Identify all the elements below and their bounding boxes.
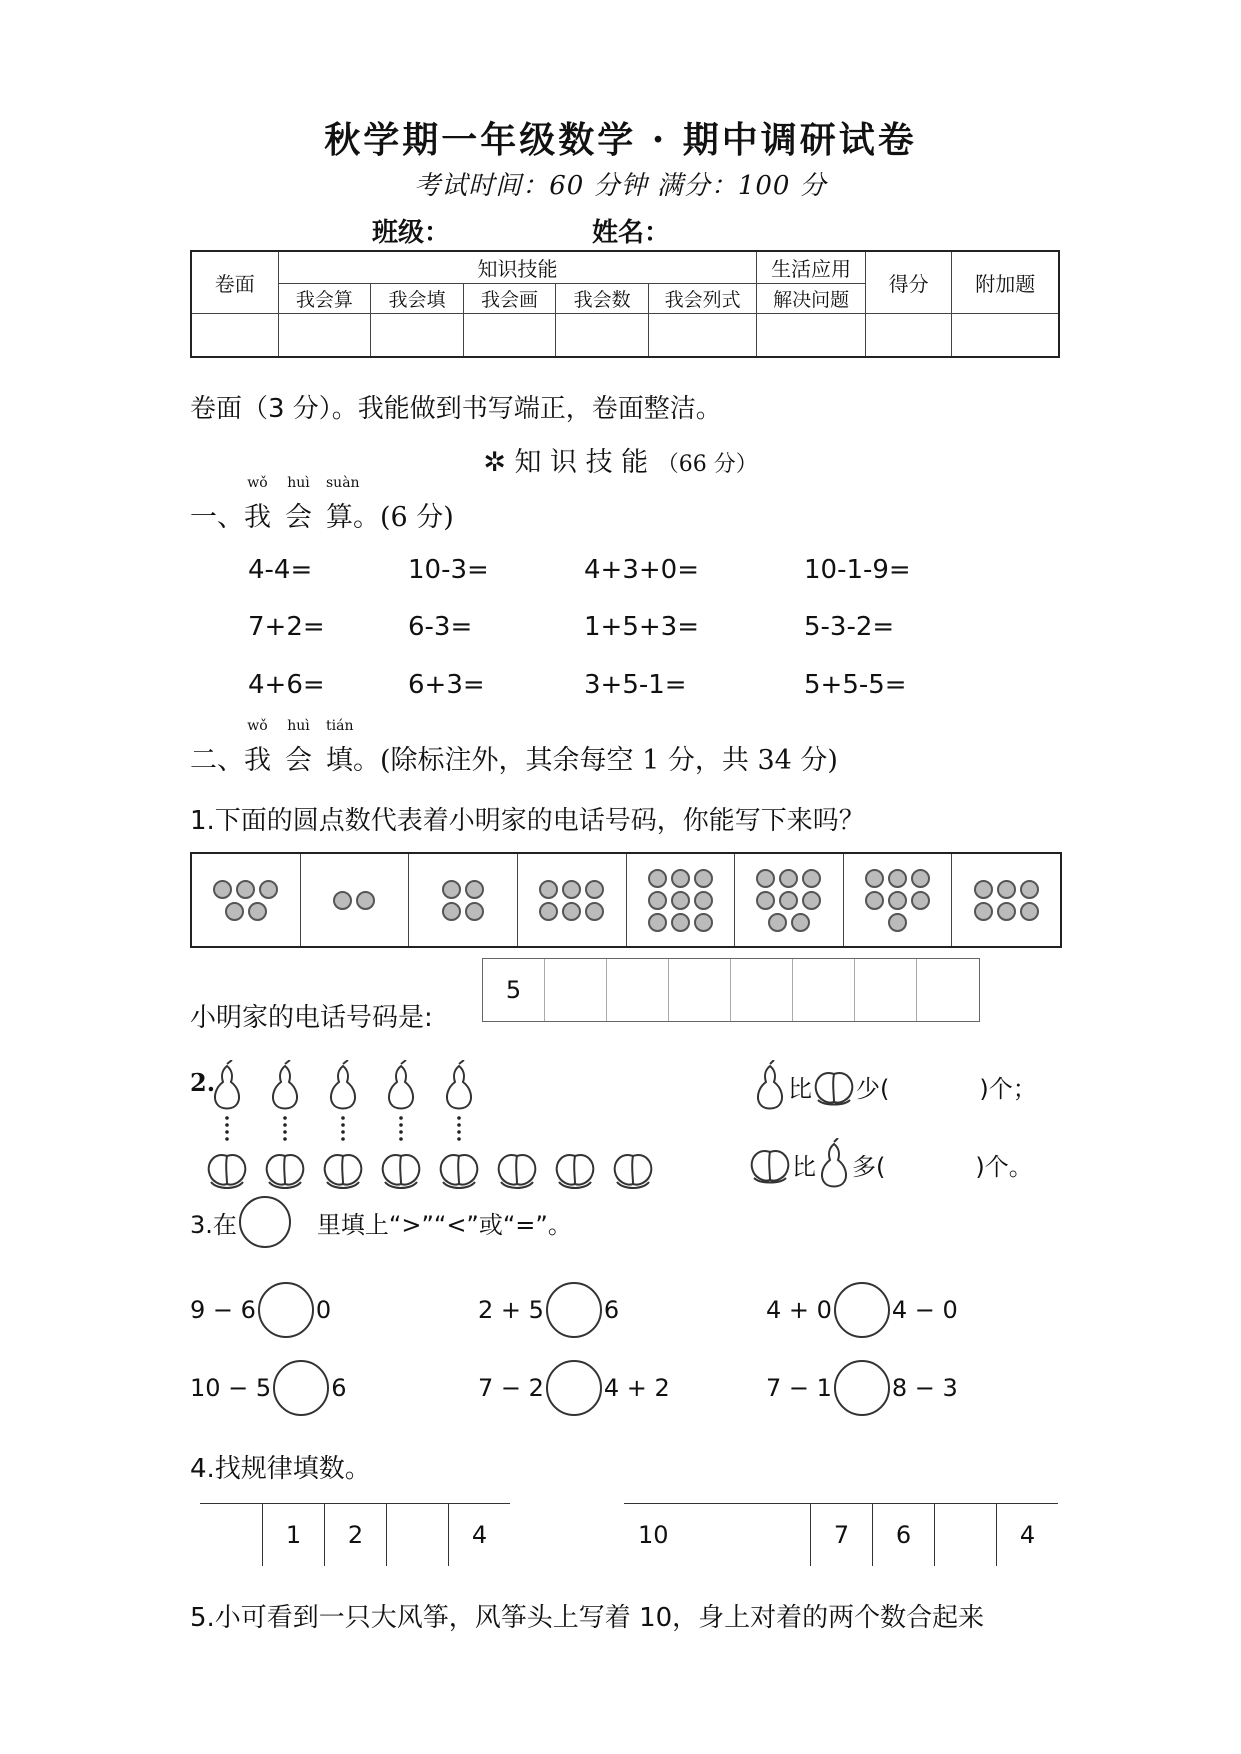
compare-right: 6 <box>331 1374 347 1402</box>
sequence-1 <box>200 1503 510 1566</box>
sequence-cell: 4 <box>996 1504 1058 1566</box>
score-cell[interactable] <box>191 313 278 357</box>
dot <box>236 880 255 899</box>
calc-item[interactable]: 1+5+3= <box>584 612 699 642</box>
compare-item <box>478 1282 619 1338</box>
connector-dot <box>457 1116 461 1120</box>
dot <box>562 880 581 899</box>
compare-left: 7 − 2 <box>478 1374 544 1402</box>
dot <box>648 891 667 910</box>
part2-suffix: 。(除标注外，其余每空 1 分，共 34 分) <box>353 745 838 776</box>
calc-item[interactable]: 6+3= <box>408 670 485 700</box>
dot <box>259 880 278 899</box>
pear-icon <box>816 1138 852 1190</box>
dot <box>648 913 667 932</box>
dot <box>248 902 267 921</box>
score-cell[interactable] <box>648 313 756 357</box>
compare-left: 9 − 6 <box>190 1296 256 1324</box>
connector-dot <box>225 1130 229 1134</box>
q3-text-after: 里填上“>”“<”或“=”。 <box>316 1210 572 1239</box>
q1-text: 1.下面的圆点数代表着小明家的电话号码，你能写下来吗？ <box>190 806 865 836</box>
compare-right: 0 <box>315 1296 332 1324</box>
connector-dot <box>283 1116 287 1120</box>
q2-number: 2. <box>190 1068 216 1097</box>
pinyin-word: suàn 算 <box>326 475 360 533</box>
connector-dot <box>457 1130 461 1134</box>
compare-item <box>766 1360 958 1416</box>
flower-icon: ✲ <box>483 447 506 478</box>
close-text: )个。 <box>975 1152 1033 1181</box>
compare-right: 6 <box>603 1296 620 1324</box>
connector-dot <box>283 1130 287 1134</box>
peach-icon <box>557 1155 594 1188</box>
dot <box>442 902 461 921</box>
calc-item[interactable]: 3+5-1= <box>584 670 687 700</box>
compare-right: 8 − 3 <box>891 1374 958 1402</box>
score-cell[interactable] <box>556 313 649 357</box>
sub-header-lieshi: 我会列式 <box>648 283 756 313</box>
compare-word: 比 <box>788 1074 812 1103</box>
dot <box>865 891 884 910</box>
connector-dot <box>399 1130 403 1134</box>
dot <box>694 869 713 888</box>
dot <box>997 880 1016 899</box>
connector-dot <box>399 1137 403 1141</box>
calc-item[interactable]: 4-4= <box>248 555 313 585</box>
compare-left: 7 − 1 <box>766 1374 832 1402</box>
pear-icon <box>752 1060 788 1112</box>
dot <box>779 869 798 888</box>
q5-text: 5.小可看到一只大风筝，风筝头上写着 10，身上对着的两个数合起来 <box>190 1603 985 1633</box>
fruit-pairs <box>205 1060 705 1200</box>
dot <box>465 880 484 899</box>
part1-suffix: 。(6 分) <box>353 502 454 533</box>
sequence-cell: 7 <box>810 1504 872 1566</box>
compare-item <box>190 1282 331 1338</box>
dot <box>465 902 484 921</box>
page-title: 秋学期一年级数学 · 期中调研试卷 <box>324 119 917 161</box>
dot <box>802 891 821 910</box>
section-header <box>0 440 1241 479</box>
phone-digit-box[interactable]: 5 <box>483 959 545 1021</box>
part2-prefix: 二、 <box>190 745 244 776</box>
juanmian-note: 卷面（3 分）。我能做到书写端正，卷面整洁。 <box>190 394 722 424</box>
compare-circle[interactable] <box>834 1282 890 1338</box>
compare-circle[interactable] <box>834 1360 890 1416</box>
dot-cell <box>952 854 1060 946</box>
dot <box>865 869 884 888</box>
score-cell[interactable] <box>757 313 865 357</box>
dot <box>225 902 244 921</box>
dot <box>671 913 690 932</box>
compare-item <box>766 1282 958 1338</box>
q2-line2 <box>748 1138 1033 1190</box>
sequence-cell: 2 <box>324 1504 386 1566</box>
compare-item <box>190 1360 346 1416</box>
q3-text <box>190 1196 572 1248</box>
dot <box>1020 902 1039 921</box>
sub-header-suan: 我会算 <box>278 283 371 313</box>
connector-dot <box>283 1137 287 1141</box>
dot-cell <box>301 854 410 946</box>
connector-dot <box>457 1137 461 1141</box>
calc-item[interactable]: 4+6= <box>248 670 325 700</box>
pinyin-word: wǒ 我 <box>244 718 271 776</box>
dot <box>585 902 604 921</box>
calc-item[interactable]: 7+2= <box>248 612 325 642</box>
peach-icon <box>383 1155 420 1188</box>
name-label: 姓名： <box>592 218 671 248</box>
dot <box>756 891 775 910</box>
part1-prefix: 一、 <box>190 502 244 533</box>
phone-digit-box[interactable] <box>855 959 917 1021</box>
compare-left: 2 + 5 <box>478 1296 544 1324</box>
sequence-cell: 10 <box>638 1521 669 1549</box>
connector-dot <box>225 1116 229 1120</box>
part2-title <box>190 718 838 777</box>
sub-header-tian: 我会填 <box>371 283 464 313</box>
calc-item[interactable]: 10-3= <box>408 555 489 585</box>
close-text: )个； <box>979 1074 1037 1103</box>
connector-dot <box>341 1123 345 1127</box>
connector-dot <box>457 1123 461 1127</box>
class-label: 班级： <box>372 218 451 248</box>
q2-line1 <box>752 1060 1037 1112</box>
dot <box>802 869 821 888</box>
pear-icon <box>331 1060 355 1109</box>
pinyin-word: huì 会 <box>285 718 312 776</box>
connector-dot <box>225 1123 229 1127</box>
dot <box>539 902 558 921</box>
sub-header-jiejue: 解决问题 <box>757 283 865 313</box>
dot-cell <box>192 854 301 946</box>
dot <box>671 869 690 888</box>
section-points: （66 分） <box>656 452 758 477</box>
connector-dot <box>225 1137 229 1141</box>
dot <box>1020 880 1039 899</box>
peach-icon <box>267 1155 304 1188</box>
more-text: 多( <box>852 1152 886 1181</box>
defen-header: 得分 <box>865 251 952 313</box>
score-cell[interactable] <box>371 313 464 357</box>
compare-word: 比 <box>792 1152 816 1181</box>
sequence-cell[interactable] <box>200 1504 262 1566</box>
compare-circle[interactable] <box>273 1360 329 1416</box>
pinyin-word: wǒ 我 <box>244 475 271 533</box>
compare-left: 10 − 5 <box>190 1374 272 1402</box>
less-text: 少( <box>856 1074 890 1103</box>
compare-right: 4 − 0 <box>891 1296 958 1324</box>
dot <box>356 891 375 910</box>
score-cell[interactable] <box>463 313 556 357</box>
shenghuo-header: 生活应用 <box>757 251 865 283</box>
sequence-cell: 6 <box>872 1504 934 1566</box>
compare-item <box>478 1360 670 1416</box>
sequence-2 <box>624 1503 1058 1566</box>
phone-digit-box[interactable] <box>917 959 979 1021</box>
dot-cell <box>518 854 627 946</box>
dot <box>791 913 810 932</box>
phone-answer-boxes <box>482 958 980 1022</box>
compare-circle[interactable] <box>258 1282 314 1338</box>
dot-cell <box>627 854 736 946</box>
pear-icon <box>215 1060 239 1109</box>
dot <box>756 869 775 888</box>
calc-item[interactable]: 5+5-5= <box>804 670 907 700</box>
peach-icon <box>499 1155 536 1188</box>
dot <box>671 891 690 910</box>
connector-dot <box>341 1116 345 1120</box>
peach-icon <box>748 1144 792 1184</box>
calc-item[interactable]: 5-3-2= <box>804 612 895 642</box>
q3-text-before: 3.在 <box>190 1210 237 1239</box>
phone-digit-box[interactable] <box>731 959 793 1021</box>
compare-right: 4 + 2 <box>603 1374 670 1402</box>
score-cell[interactable] <box>278 313 371 357</box>
sequence-cell[interactable] <box>386 1504 448 1566</box>
sequence-cell[interactable] <box>934 1504 996 1566</box>
exam-info: 考试时间：60 分钟 满分：100 分 <box>414 171 827 201</box>
dot <box>213 880 232 899</box>
dot <box>585 880 604 899</box>
dot <box>694 891 713 910</box>
part1-title <box>190 475 454 534</box>
calc-item[interactable]: 4+3+0= <box>584 555 699 585</box>
dot <box>974 902 993 921</box>
pear-icon <box>389 1060 413 1109</box>
sequence-cell[interactable] <box>748 1504 810 1566</box>
dot-cell <box>844 854 953 946</box>
phone-digit-box[interactable] <box>607 959 669 1021</box>
score-cell[interactable] <box>865 313 952 357</box>
peach-icon <box>615 1155 652 1188</box>
sequence-cell: 1 <box>262 1504 324 1566</box>
pear-icon <box>273 1060 297 1109</box>
dot-cell <box>735 854 844 946</box>
peach-icon <box>325 1155 362 1188</box>
connector-dot <box>341 1137 345 1141</box>
dot <box>888 869 907 888</box>
zhishi-header: 知识技能 <box>477 256 558 281</box>
dot <box>779 891 798 910</box>
dot <box>442 880 461 899</box>
sub-header-shu: 我会数 <box>556 283 649 313</box>
compare-left: 4 + 0 <box>766 1296 832 1324</box>
dot <box>997 902 1016 921</box>
dot <box>648 869 667 888</box>
dot <box>888 913 907 932</box>
sub-header-hua: 我会画 <box>463 283 556 313</box>
juanmian-header: 卷面 <box>191 251 278 313</box>
peach-icon <box>209 1155 246 1188</box>
connector-dot <box>399 1116 403 1120</box>
connector-dot <box>399 1123 403 1127</box>
calc-item[interactable]: 6-3= <box>408 612 473 642</box>
fujia-header: 附加题 <box>952 251 1059 313</box>
q4-text: 4.找规律填数。 <box>190 1454 371 1484</box>
phone-digit-box[interactable] <box>669 959 731 1021</box>
sequence-cell: 4 <box>448 1504 510 1566</box>
connector-dot <box>283 1123 287 1127</box>
peach-icon <box>441 1155 478 1188</box>
compare-circle[interactable] <box>546 1360 602 1416</box>
dot <box>888 891 907 910</box>
dot <box>333 891 352 910</box>
dot <box>911 891 930 910</box>
phone-digit-box[interactable] <box>545 959 607 1021</box>
dot <box>768 913 787 932</box>
compare-circle[interactable] <box>546 1282 602 1338</box>
dot <box>974 880 993 899</box>
calc-item[interactable]: 10-1-9= <box>804 555 911 585</box>
dot <box>562 902 581 921</box>
score-table <box>190 250 1060 358</box>
section-label: 知 识 技 能 <box>514 447 649 478</box>
score-cell[interactable] <box>952 313 1059 357</box>
pear-icon <box>447 1060 471 1109</box>
dot <box>911 869 930 888</box>
dot-cell <box>409 854 518 946</box>
phone-digit-box[interactable] <box>793 959 855 1021</box>
phone-label: 小明家的电话号码是: <box>190 1003 433 1033</box>
peach-icon <box>812 1066 856 1106</box>
dot <box>694 913 713 932</box>
pinyin-word: huì 会 <box>285 475 312 533</box>
circle-icon <box>239 1196 291 1248</box>
dot <box>539 880 558 899</box>
dot-grid <box>190 852 1062 948</box>
pinyin-word: tián 填 <box>326 718 354 776</box>
connector-dot <box>341 1130 345 1134</box>
